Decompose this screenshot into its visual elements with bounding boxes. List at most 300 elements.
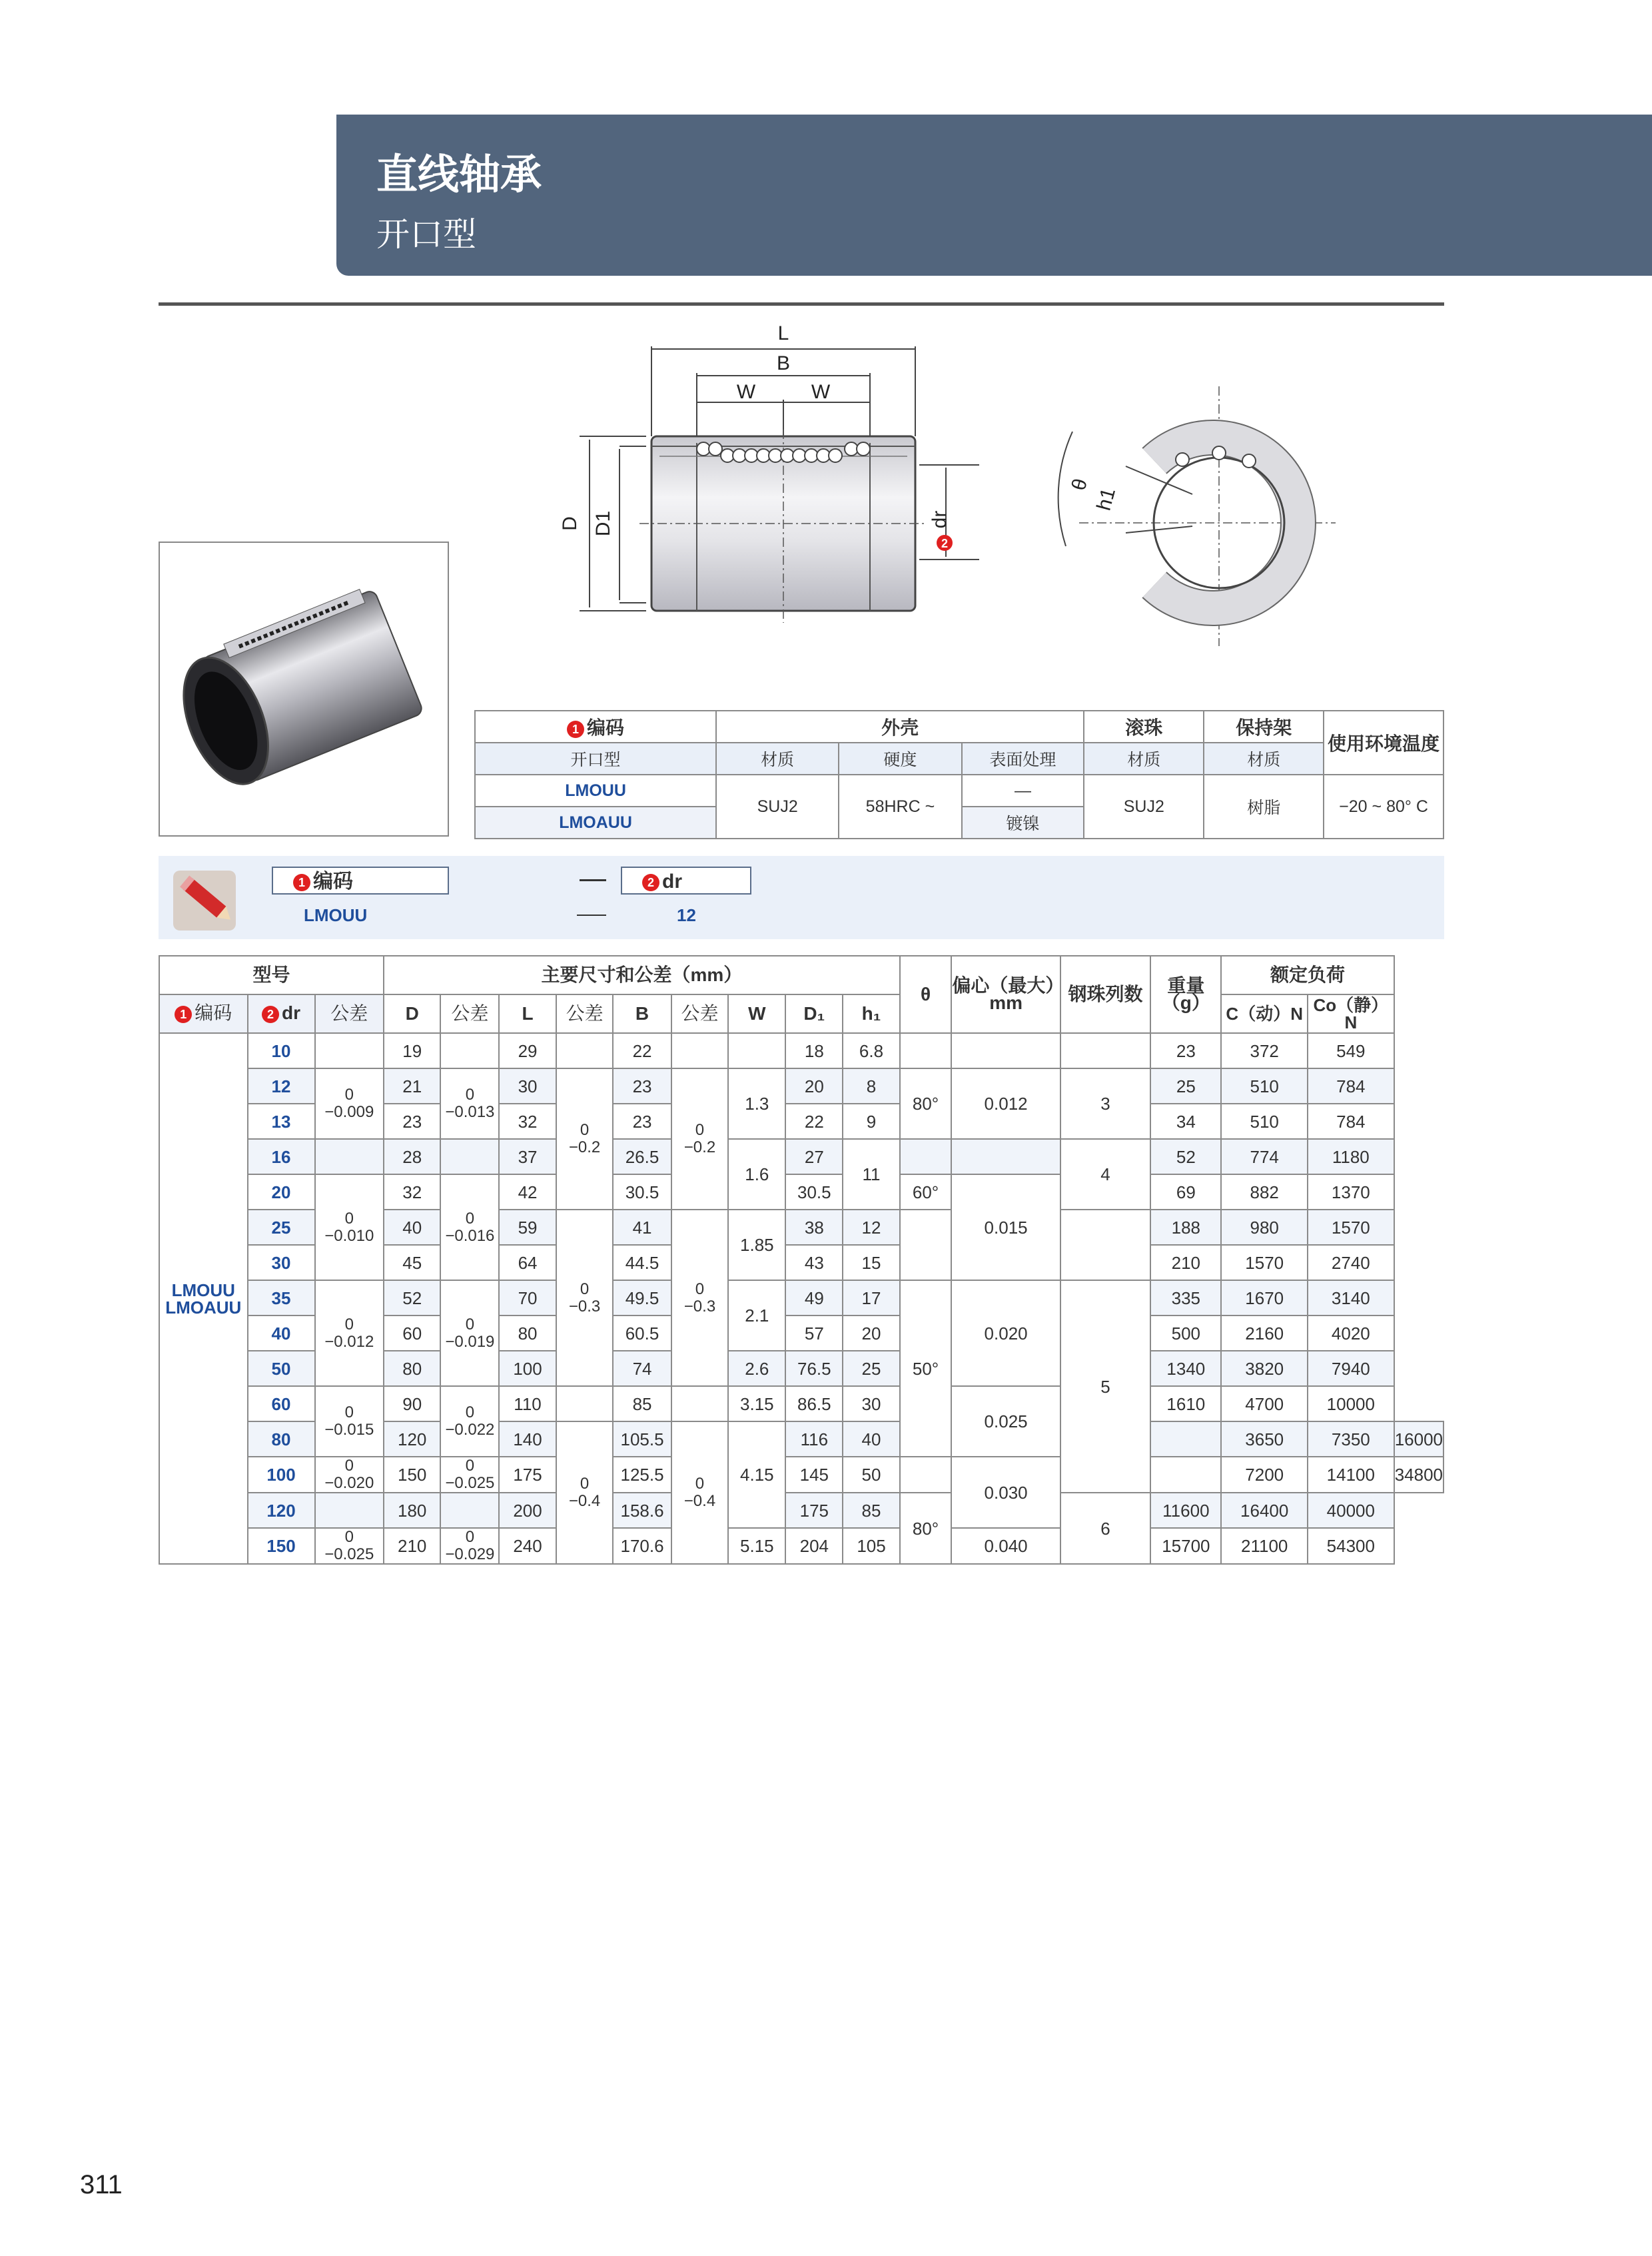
tol-bottom: −0.025 [445, 1474, 495, 1492]
weight-cell: 210 [1150, 1245, 1221, 1280]
weight-cell: 1610 [1150, 1386, 1221, 1421]
label-theta: θ [1067, 476, 1092, 493]
C-cell: 1570 [1221, 1245, 1308, 1280]
spec-header-temp: 使用环境温度 [1324, 711, 1444, 775]
spec-shell-hardness: 58HRC ~ [839, 775, 961, 839]
page-number: 311 [80, 2170, 123, 2199]
B-cell: 44.5 [613, 1245, 671, 1280]
series-lmoauu: LMOAUU [165, 1297, 242, 1317]
tol-bottom: −0.012 [324, 1332, 374, 1351]
header-dr-tol: 公差 [315, 994, 384, 1033]
Co-cell: 3140 [1308, 1280, 1394, 1316]
divider [159, 302, 1444, 306]
dr-cell: 12 [248, 1068, 315, 1104]
badge-1-icon: 1 [175, 1006, 192, 1023]
spec-header-ball: 滚珠 [1084, 711, 1204, 743]
D-cell: 32 [384, 1174, 440, 1210]
example-dr-value: 12 [677, 905, 696, 925]
spec-temp-range: −20 ~ 80° C [1324, 775, 1444, 839]
tol-L-empty [556, 1386, 614, 1421]
D1-cell: 86.5 [785, 1386, 843, 1421]
L-cell: 42 [499, 1174, 556, 1210]
tol-top: 0 [344, 1209, 354, 1228]
Co-cell: 40000 [1308, 1493, 1394, 1528]
dr-cell: 30 [248, 1245, 315, 1280]
weight-cell: 11600 [1150, 1493, 1221, 1528]
label-B: B [776, 352, 791, 374]
tol-dr-empty [315, 1033, 384, 1068]
spec-ball-material-label: 材质 [1084, 743, 1204, 775]
D-cell: 90 [384, 1386, 440, 1421]
badge-1-icon: 1 [567, 721, 584, 738]
spec-surface-lmouu: — [962, 775, 1084, 807]
material-spec-table [474, 710, 1444, 839]
ball-rows-cell: 3 [1060, 1068, 1151, 1139]
L-cell: 140 [499, 1421, 556, 1457]
L-cell: 110 [499, 1386, 556, 1421]
tol-dr [315, 1457, 384, 1493]
h1-cell: 40 [843, 1421, 899, 1457]
D1-cell: 18 [785, 1033, 843, 1068]
tol-top: 0 [580, 1280, 590, 1298]
header-weight [1150, 956, 1221, 1033]
C-cell: 2160 [1221, 1316, 1308, 1351]
Co-cell: 784 [1308, 1068, 1394, 1104]
D1-cell: 30.5 [785, 1174, 843, 1210]
spec-cage-material: 树脂 [1204, 775, 1324, 839]
dash-separator [580, 879, 606, 881]
spec-shell-material-label: 材质 [716, 743, 839, 775]
C-cell: 372 [1221, 1033, 1308, 1068]
tol-bottom: −0.4 [683, 1492, 716, 1510]
rows-empty [1060, 1210, 1151, 1280]
ecc-cell: 0.025 [951, 1386, 1060, 1457]
spec-header-shell: 外壳 [716, 711, 1084, 743]
spec-header-cage: 保持架 [1204, 711, 1324, 743]
h1-cell: 8 [843, 1068, 899, 1104]
tol-top: 0 [465, 1528, 475, 1546]
tol-bottom: −0.020 [324, 1474, 374, 1492]
tol-top: 0 [465, 1403, 475, 1421]
dimension-table [159, 955, 1444, 1565]
tol-B [671, 1421, 729, 1564]
dr-cell: 13 [248, 1104, 315, 1139]
Co-cell: 1370 [1308, 1174, 1394, 1210]
Co-cell: 7940 [1308, 1351, 1394, 1386]
tol-top: 0 [465, 1209, 475, 1228]
W-cell: 1.85 [728, 1210, 785, 1280]
example-code-box [272, 867, 449, 895]
dr-cell: 60 [248, 1386, 315, 1421]
dr-cell: 50 [248, 1351, 315, 1386]
header-Co: Co（静）N [1308, 994, 1394, 1033]
B-cell: 49.5 [613, 1280, 671, 1316]
spec-surface-lmoauu: 镀镍 [962, 807, 1084, 839]
tol-top: 0 [580, 1475, 590, 1493]
W-empty [728, 1033, 785, 1068]
B-cell: 74 [613, 1351, 671, 1386]
tol-D-empty [440, 1033, 499, 1068]
L-cell: 32 [499, 1104, 556, 1139]
D1-cell: 22 [785, 1104, 843, 1139]
rows-empty [1060, 1033, 1151, 1068]
L-cell: 29 [499, 1033, 556, 1068]
tol-bottom: −0.3 [568, 1297, 601, 1316]
example-code-value: LMOUU [304, 905, 368, 925]
dr-cell: 25 [248, 1210, 315, 1245]
weight-cell: 23 [1150, 1033, 1221, 1068]
page-title: 直线轴承 [376, 152, 542, 198]
B-cell: 85 [613, 1386, 671, 1421]
D-cell: 120 [384, 1421, 440, 1457]
tol-dr [315, 1386, 384, 1457]
rows-empty [1150, 1457, 1221, 1493]
tol-dr [315, 1528, 384, 1564]
tol-B [671, 1068, 729, 1210]
tol-B [671, 1210, 729, 1386]
badge-2-icon: 2 [642, 874, 659, 891]
Co-cell: 1180 [1308, 1139, 1394, 1174]
header-ecc-label: 偏心（最大） [952, 975, 1064, 996]
D1-cell: 38 [785, 1210, 843, 1245]
L-cell: 64 [499, 1245, 556, 1280]
tol-top: 0 [344, 1086, 354, 1104]
W-cell: 5.15 [728, 1528, 785, 1564]
h1-cell: 25 [843, 1351, 899, 1386]
weight-cell: 335 [1150, 1280, 1221, 1316]
C-cell: 4700 [1221, 1386, 1308, 1421]
h1-cell: 85 [843, 1493, 899, 1528]
D-cell: 19 [384, 1033, 440, 1068]
header-D: D [384, 994, 440, 1033]
C-cell: 7350 [1308, 1421, 1394, 1457]
spec-open-type: 开口型 [475, 743, 716, 775]
header-dr-label: dr [282, 1002, 300, 1024]
product-photo [159, 542, 449, 837]
C-cell: 510 [1221, 1104, 1308, 1139]
L-cell: 37 [499, 1139, 556, 1174]
L-cell: 30 [499, 1068, 556, 1104]
label-h1: h1 [1092, 486, 1120, 513]
B-cell: 105.5 [613, 1421, 671, 1457]
tol-dr [315, 1068, 384, 1139]
header-D-tol: 公差 [440, 994, 499, 1033]
L-cell: 100 [499, 1351, 556, 1386]
dr-cell: 80 [248, 1421, 315, 1457]
dr-cell: 40 [248, 1316, 315, 1351]
D1-cell: 20 [785, 1068, 843, 1104]
h1-cell: 6.8 [843, 1033, 899, 1068]
tol-dr [315, 1174, 384, 1280]
ecc-empty [951, 1139, 1060, 1174]
tol-top: 0 [695, 1280, 705, 1298]
badge-2-icon: 2 [262, 1006, 279, 1023]
spec-cage-material-label: 材质 [1204, 743, 1324, 775]
tol-bottom: −0.4 [568, 1492, 601, 1510]
theta-empty [900, 1210, 952, 1280]
D-cell: 210 [384, 1528, 440, 1564]
ecc-cell: 0.030 [951, 1457, 1060, 1528]
C-cell: 882 [1221, 1174, 1308, 1210]
C-cell: 1670 [1221, 1280, 1308, 1316]
tol-dr-empty [315, 1139, 384, 1174]
W-cell: 4.15 [728, 1421, 785, 1528]
tol-B-empty [671, 1033, 729, 1068]
title-banner [336, 115, 1652, 276]
ecc-cell: 0.015 [951, 1174, 1060, 1280]
h1-cell: 20 [843, 1316, 899, 1351]
B-cell: 41 [613, 1210, 671, 1245]
header-L-tol: 公差 [556, 994, 614, 1033]
tol-top: 0 [580, 1121, 590, 1139]
D-cell: 60 [384, 1316, 440, 1351]
header-dimensions: 主要尺寸和公差（mm） [384, 956, 900, 994]
weight-cell: 1340 [1150, 1351, 1221, 1386]
series-lmouu: LMOUU [171, 1280, 235, 1300]
C-cell: 14100 [1308, 1457, 1394, 1493]
tol-bottom: −0.015 [324, 1421, 374, 1439]
weight-cell: 25 [1150, 1068, 1221, 1104]
h1-cell: 11 [843, 1139, 899, 1210]
tol-bottom: −0.009 [324, 1103, 374, 1121]
weight-cell: 34 [1150, 1104, 1221, 1139]
Co-cell: 10000 [1308, 1386, 1394, 1421]
h1-cell: 105 [843, 1528, 899, 1564]
h1-cell: 17 [843, 1280, 899, 1316]
D1-cell: 204 [785, 1528, 843, 1564]
C-cell: 16400 [1221, 1493, 1308, 1528]
tol-D [440, 1174, 499, 1280]
header-eccentricity [951, 956, 1064, 1033]
theta-empty [900, 1033, 952, 1068]
B-cell: 158.6 [613, 1493, 671, 1528]
ecc-empty [951, 1033, 1060, 1068]
theta-empty [900, 1139, 952, 1174]
spec-shell-material: SUJ2 [716, 775, 839, 839]
B-cell: 26.5 [613, 1139, 671, 1174]
spec-code-label: 编码 [587, 717, 625, 738]
weight-cell: 500 [1150, 1316, 1221, 1351]
h1-cell: 12 [843, 1210, 899, 1245]
series-cell [159, 1033, 248, 1564]
h1-cell: 9 [843, 1104, 899, 1139]
tol-D-empty [440, 1139, 499, 1174]
C-cell: 21100 [1221, 1528, 1308, 1564]
W-cell: 3.15 [728, 1386, 785, 1421]
tol-top: 0 [695, 1475, 705, 1493]
dr-cell: 35 [248, 1280, 315, 1316]
tol-top: 0 [344, 1403, 354, 1421]
header-dr [248, 994, 315, 1033]
D1-cell: 116 [785, 1421, 843, 1457]
B-cell: 30.5 [613, 1174, 671, 1210]
theta-cell: 50° [900, 1280, 952, 1457]
ball-rows-cell: 6 [1060, 1493, 1151, 1564]
D1-cell: 76.5 [785, 1351, 843, 1386]
tol-top: 0 [344, 1457, 354, 1475]
header-h1: h₁ [843, 994, 899, 1033]
spec-code-lmoauu: LMOAUU [475, 807, 716, 839]
Co-cell: 549 [1308, 1033, 1394, 1068]
label-W-right: W [811, 381, 831, 403]
header-D1: D₁ [785, 994, 843, 1033]
ball-rows-cell: 5 [1060, 1280, 1151, 1493]
tol-bottom: −0.013 [445, 1103, 495, 1121]
C-cell: 980 [1221, 1210, 1308, 1245]
D1-cell: 27 [785, 1139, 843, 1174]
Co-cell: 16000 [1394, 1421, 1444, 1457]
badge-1-icon: 1 [293, 874, 310, 891]
B-cell: 23 [613, 1068, 671, 1104]
tol-bottom: −0.029 [445, 1545, 495, 1563]
dr-cell: 100 [248, 1457, 315, 1493]
L-cell: 70 [499, 1280, 556, 1316]
label-L: L [777, 322, 789, 344]
C-cell: 3820 [1221, 1351, 1308, 1386]
dr-cell: 10 [248, 1033, 315, 1068]
theta-empty [1150, 1421, 1221, 1457]
B-cell: 125.5 [613, 1457, 671, 1493]
tol-D [440, 1386, 499, 1457]
dr-cell: 20 [248, 1174, 315, 1210]
dr-cell: 16 [248, 1139, 315, 1174]
header-ball-rows: 钢珠列数 [1060, 956, 1151, 1033]
theta-cell: 80° [900, 1068, 952, 1139]
spec-code-lmouu: LMOUU [475, 775, 716, 807]
order-example [159, 856, 1444, 939]
D-cell: 150 [384, 1457, 440, 1493]
tol-L [556, 1210, 614, 1386]
header-model: 型号 [159, 956, 384, 994]
L-cell: 80 [499, 1316, 556, 1351]
tol-L [556, 1421, 614, 1564]
tol-bottom: −0.019 [445, 1332, 495, 1351]
header-B: B [613, 994, 671, 1033]
header-code [159, 994, 248, 1033]
L-cell: 175 [499, 1457, 556, 1493]
D-cell: 21 [384, 1068, 440, 1104]
D-cell: 45 [384, 1245, 440, 1280]
tol-D [440, 1457, 499, 1493]
D1-cell: 57 [785, 1316, 843, 1351]
tol-D [440, 1068, 499, 1139]
ecc-cell: 0.040 [951, 1528, 1060, 1564]
C-cell: 510 [1221, 1068, 1308, 1104]
tol-bottom: −0.025 [324, 1545, 374, 1563]
D-cell: 180 [384, 1493, 440, 1528]
label-D1: D1 [592, 510, 614, 537]
bearing-photo-illustration [160, 543, 448, 835]
ecc-cell: 0.020 [951, 1280, 1060, 1386]
tol-L [556, 1068, 614, 1210]
W-cell: 1.6 [728, 1139, 785, 1210]
dr-cell: 120 [248, 1493, 315, 1528]
ecc-cell: 0.012 [951, 1068, 1060, 1139]
B-cell: 23 [613, 1104, 671, 1139]
L-cell: 59 [499, 1210, 556, 1245]
weight-cell: 15700 [1150, 1528, 1221, 1564]
label-D: D [559, 516, 581, 531]
tol-B-empty [671, 1386, 729, 1421]
spec-header-code [475, 711, 716, 743]
theta-cell: 80° [900, 1493, 952, 1564]
bearing-drawing [553, 320, 1352, 679]
tol-dr [315, 1280, 384, 1386]
h1-cell: 15 [843, 1245, 899, 1280]
header-ecc-unit: mm [989, 992, 1023, 1013]
theta-cell: 60° [900, 1174, 952, 1210]
tol-top: 0 [465, 1457, 475, 1475]
tol-bottom: −0.022 [445, 1421, 495, 1439]
tol-top: 0 [465, 1086, 475, 1104]
dash-separator-2 [577, 915, 606, 916]
W-cell: 1.3 [728, 1068, 785, 1139]
weight-cell: 3650 [1221, 1421, 1308, 1457]
D1-cell: 43 [785, 1245, 843, 1280]
W-cell: 2.6 [728, 1351, 785, 1386]
label-W-left: W [736, 381, 756, 403]
example-dr-box [621, 867, 751, 895]
tol-bottom: −0.010 [324, 1226, 374, 1245]
tol-bottom: −0.3 [683, 1297, 716, 1316]
dr-cell: 150 [248, 1528, 315, 1564]
weight-cell: 7200 [1221, 1457, 1308, 1493]
B-cell: 22 [613, 1033, 671, 1068]
header-B-tol: 公差 [671, 994, 729, 1033]
D1-cell: 145 [785, 1457, 843, 1493]
tol-top: 0 [344, 1315, 354, 1333]
D-cell: 80 [384, 1351, 440, 1386]
header-L: L [499, 994, 556, 1033]
tol-D [440, 1280, 499, 1386]
B-cell: 60.5 [613, 1316, 671, 1351]
Co-cell: 2740 [1308, 1245, 1394, 1280]
badge-2-number: 2 [941, 537, 949, 550]
theta-empty [900, 1457, 952, 1493]
header-weight-label: 重量 [1167, 975, 1205, 996]
header-theta: θ [900, 956, 952, 1033]
tol-dr-empty [315, 1493, 384, 1528]
Co-cell: 1570 [1308, 1210, 1394, 1245]
header-W: W [728, 994, 785, 1033]
tol-bottom: −0.2 [568, 1138, 601, 1156]
header-C: C（动）N [1221, 994, 1308, 1033]
tol-top: 0 [695, 1121, 705, 1139]
C-cell: 774 [1221, 1139, 1308, 1174]
Co-cell: 784 [1308, 1104, 1394, 1139]
W-cell: 2.1 [728, 1280, 785, 1351]
D-cell: 28 [384, 1139, 440, 1174]
D-cell: 52 [384, 1280, 440, 1316]
header-rated-load: 额定负荷 [1221, 956, 1394, 994]
weight-cell: 69 [1150, 1174, 1221, 1210]
example-code-label: 编码 [313, 871, 353, 893]
weight-cell: 188 [1150, 1210, 1221, 1245]
spec-hardness-label: 硬度 [839, 743, 961, 775]
Co-cell: 34800 [1394, 1457, 1444, 1493]
B-cell: 170.6 [613, 1528, 671, 1564]
ball-rows-cell: 4 [1060, 1139, 1151, 1210]
spec-ball-material: SUJ2 [1084, 775, 1204, 839]
h1-cell: 30 [843, 1386, 899, 1421]
spec-surface-label: 表面处理 [962, 743, 1084, 775]
page-subtitle: 开口型 [376, 216, 476, 253]
D1-cell: 49 [785, 1280, 843, 1316]
L-cell: 240 [499, 1528, 556, 1564]
weight-cell: 52 [1150, 1139, 1221, 1174]
D-cell: 40 [384, 1210, 440, 1245]
tol-top: 0 [344, 1528, 354, 1546]
